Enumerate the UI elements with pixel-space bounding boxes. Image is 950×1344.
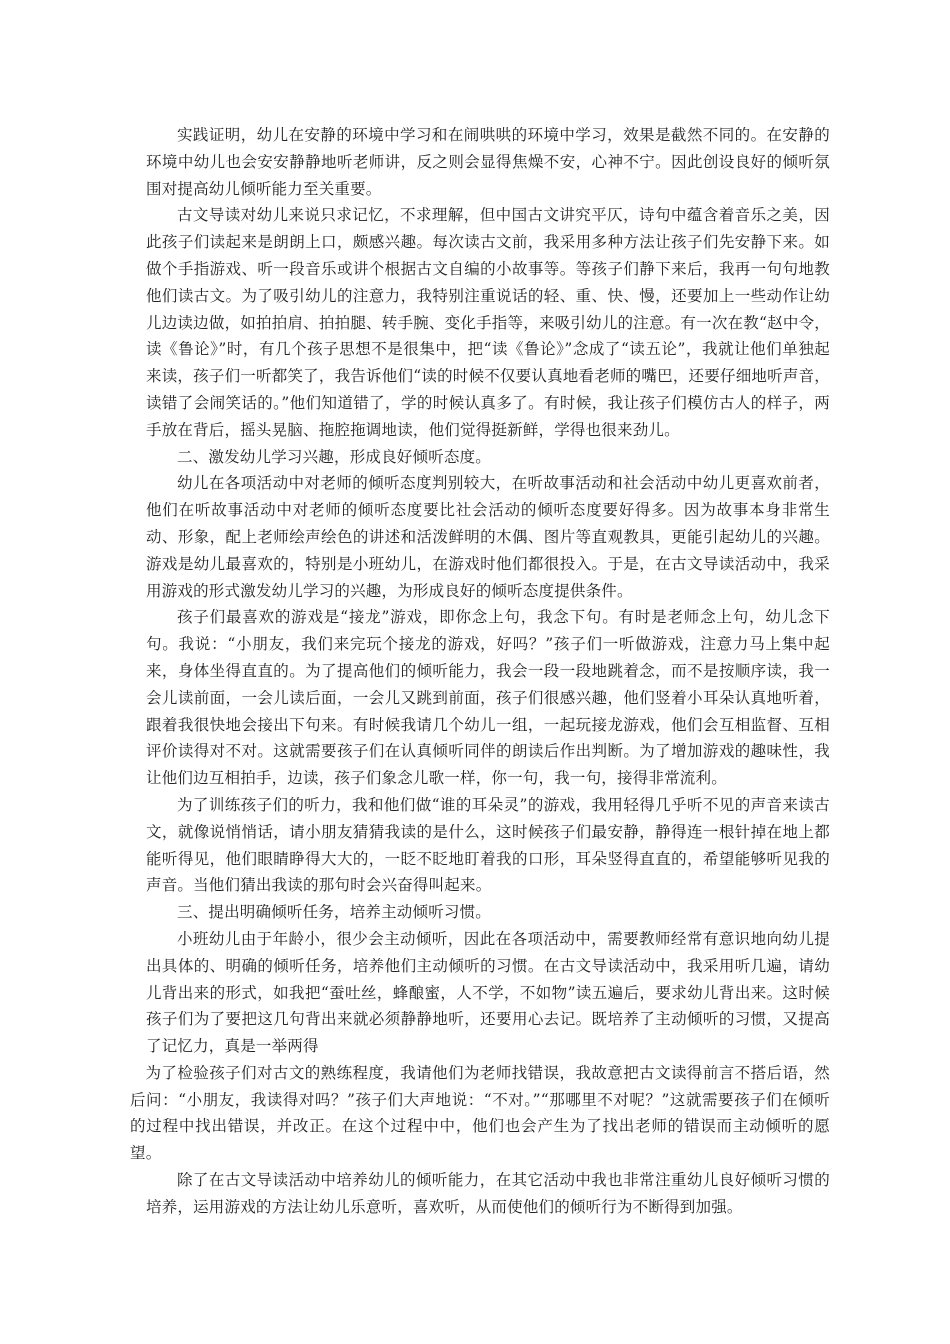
paragraph-listening-attitude: 幼儿在各项活动中对老师的倾听态度判别较大，在听故事活动和社会活动中幼儿更喜欢前者，他们在听故事活动中对老师的倾听态度要比社会活动的倾听态度要好得多。因为故事本身非常生动、形象，配上老师绘声绘色的讲述和活泼鲜明的木偶、图片等直观教具，更能引起幼儿的兴趣。游戏是幼儿最喜欢的，特别是小班幼儿，在游戏时他们都很投入。于是，在古文导读活动中，我采用游戏的形式激发幼儿学习的兴趣，为形成良好的倾听态度提供条件。 (146, 474, 830, 600)
paragraph-quiet-environment: 实践证明，幼儿在安静的环境中学习和在闹哄哄的环境中学习，效果是截然不同的。在安静的环境中幼儿也会安安静静地听老师讲，反之则会显得焦燥不安，心神不宁。因此创设良好的倾听氛围对提高幼儿倾听能力至关重要。 (146, 126, 830, 198)
paragraph-listening-tasks: 小班幼儿由于年龄小，很少会主动倾听，因此在各项活动中，需要教师经常有意识地向幼儿提出具体的、明确的倾听任务，培养他们主动倾听的习惯。在古文导读活动中，我采用听几遍，请幼儿背出来的形式，如我把“蚕吐丝，蜂酿蜜，人不学，不如物”读五遍后，要求幼儿背出来。这时候孩子们为了要把这几句背出来就必须静静地听，还要用心去记。既培养了主动倾听的习惯，又提高了记忆力，真是一举两得 (146, 929, 830, 1056)
paragraph-classical-reading: 古文导读对幼儿来说只求记忆，不求理解，但中国古文讲究平仄，诗句中蕴含着音乐之美，因此孩子们读起来是朗朗上口，颇感兴趣。每次读古文前，我采用多种方法让孩子们先安静下来。如做个手指游戏、听一段音乐或讲个根据古文自编的小故事等。等孩子们静下来后，我再一句句地教他们读古文。为了吸引幼儿的注意力，我特别注重说话的轻、重、快、慢，还要加上一些动作让幼儿边读边做，如拍拍肩、拍拍腿、转手腕、变化手指等，来吸引幼儿的注意。有一次在教“赵中令，读《鲁论》”时，有几个孩子思想不是很集中，把“读《鲁论》”念成了“读五论”，我就让他们单独起来读，孩子们一听都笑了，我告诉他们“读的时候不仅要认真地看老师的嘴巴，还要仔细地听声音，读错了会闹笑话的。”他们知道错了，学的时候认真多了。有时候，我让孩子们模仿古人的样子，两手放在背后，摇头晃脑、拖腔拖调地读，他们觉得挺新鲜，学得也很来劲儿。 (146, 206, 830, 439)
section-heading-tasks: 三、提出明确倾听任务，培养主动倾听习惯。 (177, 903, 492, 922)
paragraph-find-mistakes: 为了检验孩子们对古文的熟练程度，我请他们为老师找错误，我故意把古文读得前言不搭后语，然后问：“小朋友，我读得对吗？”孩子们大声地说：“不对。”“那哪里不对呢？”这就需要孩子们在倾听的过程中找出错误，并改正。在这个过程中中，他们也会产生为了找出老师的错误而主动倾听的愿望。 (130, 1063, 830, 1163)
document-body (130, 122, 830, 1221)
paragraph-conclusion: 除了在古文导读活动中培养幼儿的倾听能力，在其它活动中我也非常注重幼儿良好倾听习惯的培养，运用游戏的方法让幼儿乐意听，喜欢听，从而使他们的倾听行为不断得到加强。 (146, 1171, 830, 1216)
paragraph-sharp-ears-game: 为了训练孩子们的听力，我和他们做“谁的耳朵灵”的游戏，我用轻得几乎听不见的声音来读古文，就像说悄悄话，请小朋友猜猜我读的是什么，这时候孩子们最安静，静得连一根针掉在地上都能听得见，他们眼睛睁得大大的，一眨不眨地盯着我的口形，耳朵竖得直直的，希望能够听见我的声音。当他们猜出我读的那句时会兴奋得叫起来。 (146, 795, 830, 895)
section-heading-interest: 二、激发幼儿学习兴趣，形成良好倾听态度。 (177, 447, 492, 466)
paragraph-relay-game: 孩子们最喜欢的游戏是“接龙”游戏，即你念上句，我念下句。有时是老师念上句，幼儿念下句。我说：“小朋友，我们来完玩个接龙的游戏，好吗？”孩子们一听做游戏，注意力马上集中起来，身体坐得直直的。为了提高他们的倾听能力，我会一段一段地跳着念，而不是按顺序读，我一会儿读前面，一会儿读后面，一会儿又跳到前面，孩子们很感兴趣，他们竖着小耳朵认真地听着，跟着我很快地会接出下句来。有时候我请几个幼儿一组，一起玩接龙游戏，他们会互相监督、互相评价读得对不对。这就需要孩子们在认真倾听同伴的朗读后作出判断。为了增加游戏的趣味性，我让他们边互相拍手，边读，孩子们象念儿歌一样，你一句，我一句，接得非常流利。 (146, 608, 830, 788)
